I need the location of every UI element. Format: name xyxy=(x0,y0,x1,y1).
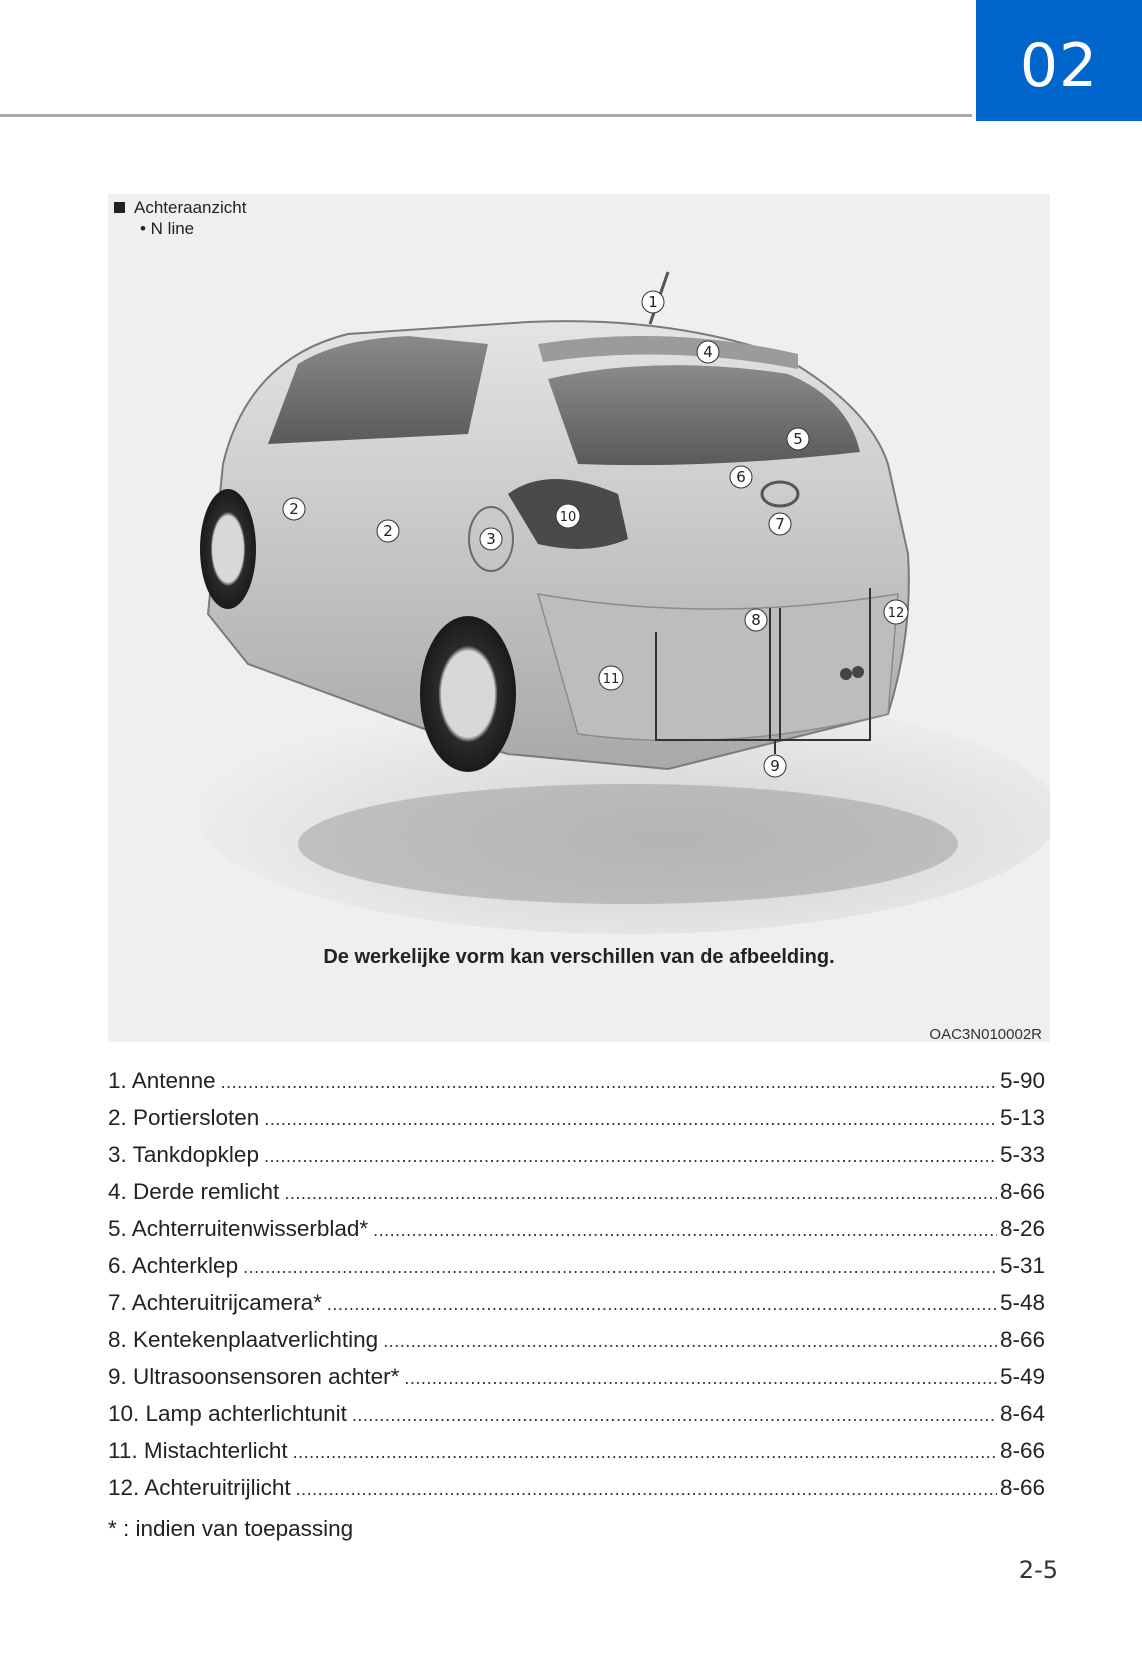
car-shadow xyxy=(298,784,958,904)
exhaust-tip xyxy=(840,668,852,680)
callout-1 xyxy=(642,291,664,313)
svg-text:12: 12 xyxy=(887,606,905,621)
index-item: 8. Kentekenplaatverlichting ..... 8-66 xyxy=(108,1327,1045,1364)
callout-3 xyxy=(480,528,502,550)
svg-text:8: 8 xyxy=(751,611,761,629)
svg-text:4: 4 xyxy=(703,343,713,361)
callout-2 xyxy=(377,520,399,542)
callout-6 xyxy=(730,466,752,488)
figure-title: Achteraanzicht xyxy=(134,198,247,217)
callout-10 xyxy=(556,504,580,528)
svg-text:5: 5 xyxy=(793,430,803,448)
svg-text:9: 9 xyxy=(770,757,780,775)
index-item: 6. Achterklep ..... 5-31 xyxy=(108,1253,1045,1290)
index-item: 4. Derde remlicht ..... 8-66 xyxy=(108,1179,1045,1216)
rear-view-figure xyxy=(108,194,1050,1042)
figure-variant: • N line xyxy=(140,219,195,238)
car-rear-illustration xyxy=(108,194,1050,934)
figure-code: OAC3N010002R xyxy=(929,1026,1042,1043)
footnote: * : indien van toepassing xyxy=(108,1516,354,1541)
svg-text:2: 2 xyxy=(289,500,299,518)
index-item: 10. Lamp achterlichtunit ..... 8-64 xyxy=(108,1401,1045,1438)
svg-text:7: 7 xyxy=(775,515,785,533)
callout-5 xyxy=(787,428,809,450)
callout-7 xyxy=(769,513,791,535)
svg-text:6: 6 xyxy=(736,468,746,486)
index-item: 5. Achterruitenwisserblad* ..... 8-26 xyxy=(108,1216,1045,1253)
page-number: 2-5 xyxy=(1018,1556,1058,1584)
index-item: 3. Tankdopklep ..... 5-33 xyxy=(108,1142,1045,1179)
svg-text:1: 1 xyxy=(648,293,658,311)
callout-2 xyxy=(283,498,305,520)
exhaust-tip xyxy=(852,666,864,678)
svg-text:3: 3 xyxy=(486,530,496,548)
index-item: 2. Portiersloten ..... 5-13 xyxy=(108,1105,1045,1142)
svg-text:10: 10 xyxy=(559,510,577,525)
chapter-tab: 02 xyxy=(976,0,1142,121)
callout-11 xyxy=(599,666,623,690)
index-item: 1. Antenne ..... 5-90 xyxy=(108,1068,1045,1105)
rear-wheel xyxy=(420,616,516,772)
parts-index xyxy=(108,1068,1045,1512)
index-item: 11. Mistachterlicht ..... 8-66 xyxy=(108,1438,1045,1475)
svg-text:11: 11 xyxy=(602,672,620,687)
callout-9 xyxy=(764,755,786,777)
header-rule xyxy=(0,114,972,117)
index-item: 9. Ultrasoonsensoren achter* ..... 5-49 xyxy=(108,1364,1045,1401)
front-wheel xyxy=(200,489,256,609)
svg-text:2: 2 xyxy=(383,522,393,540)
callout-8 xyxy=(745,609,767,631)
index-item: 7. Achteruitrijcamera* ..... 5-48 xyxy=(108,1290,1045,1327)
index-item: 12. Achteruitrijlicht ..... 8-66 xyxy=(108,1475,1045,1512)
figure-disclaimer: De werkelijke vorm kan verschillen van de afbeelding. xyxy=(323,946,835,968)
callout-4 xyxy=(697,341,719,363)
rear-bumper xyxy=(538,594,898,741)
callout-12 xyxy=(884,600,908,624)
